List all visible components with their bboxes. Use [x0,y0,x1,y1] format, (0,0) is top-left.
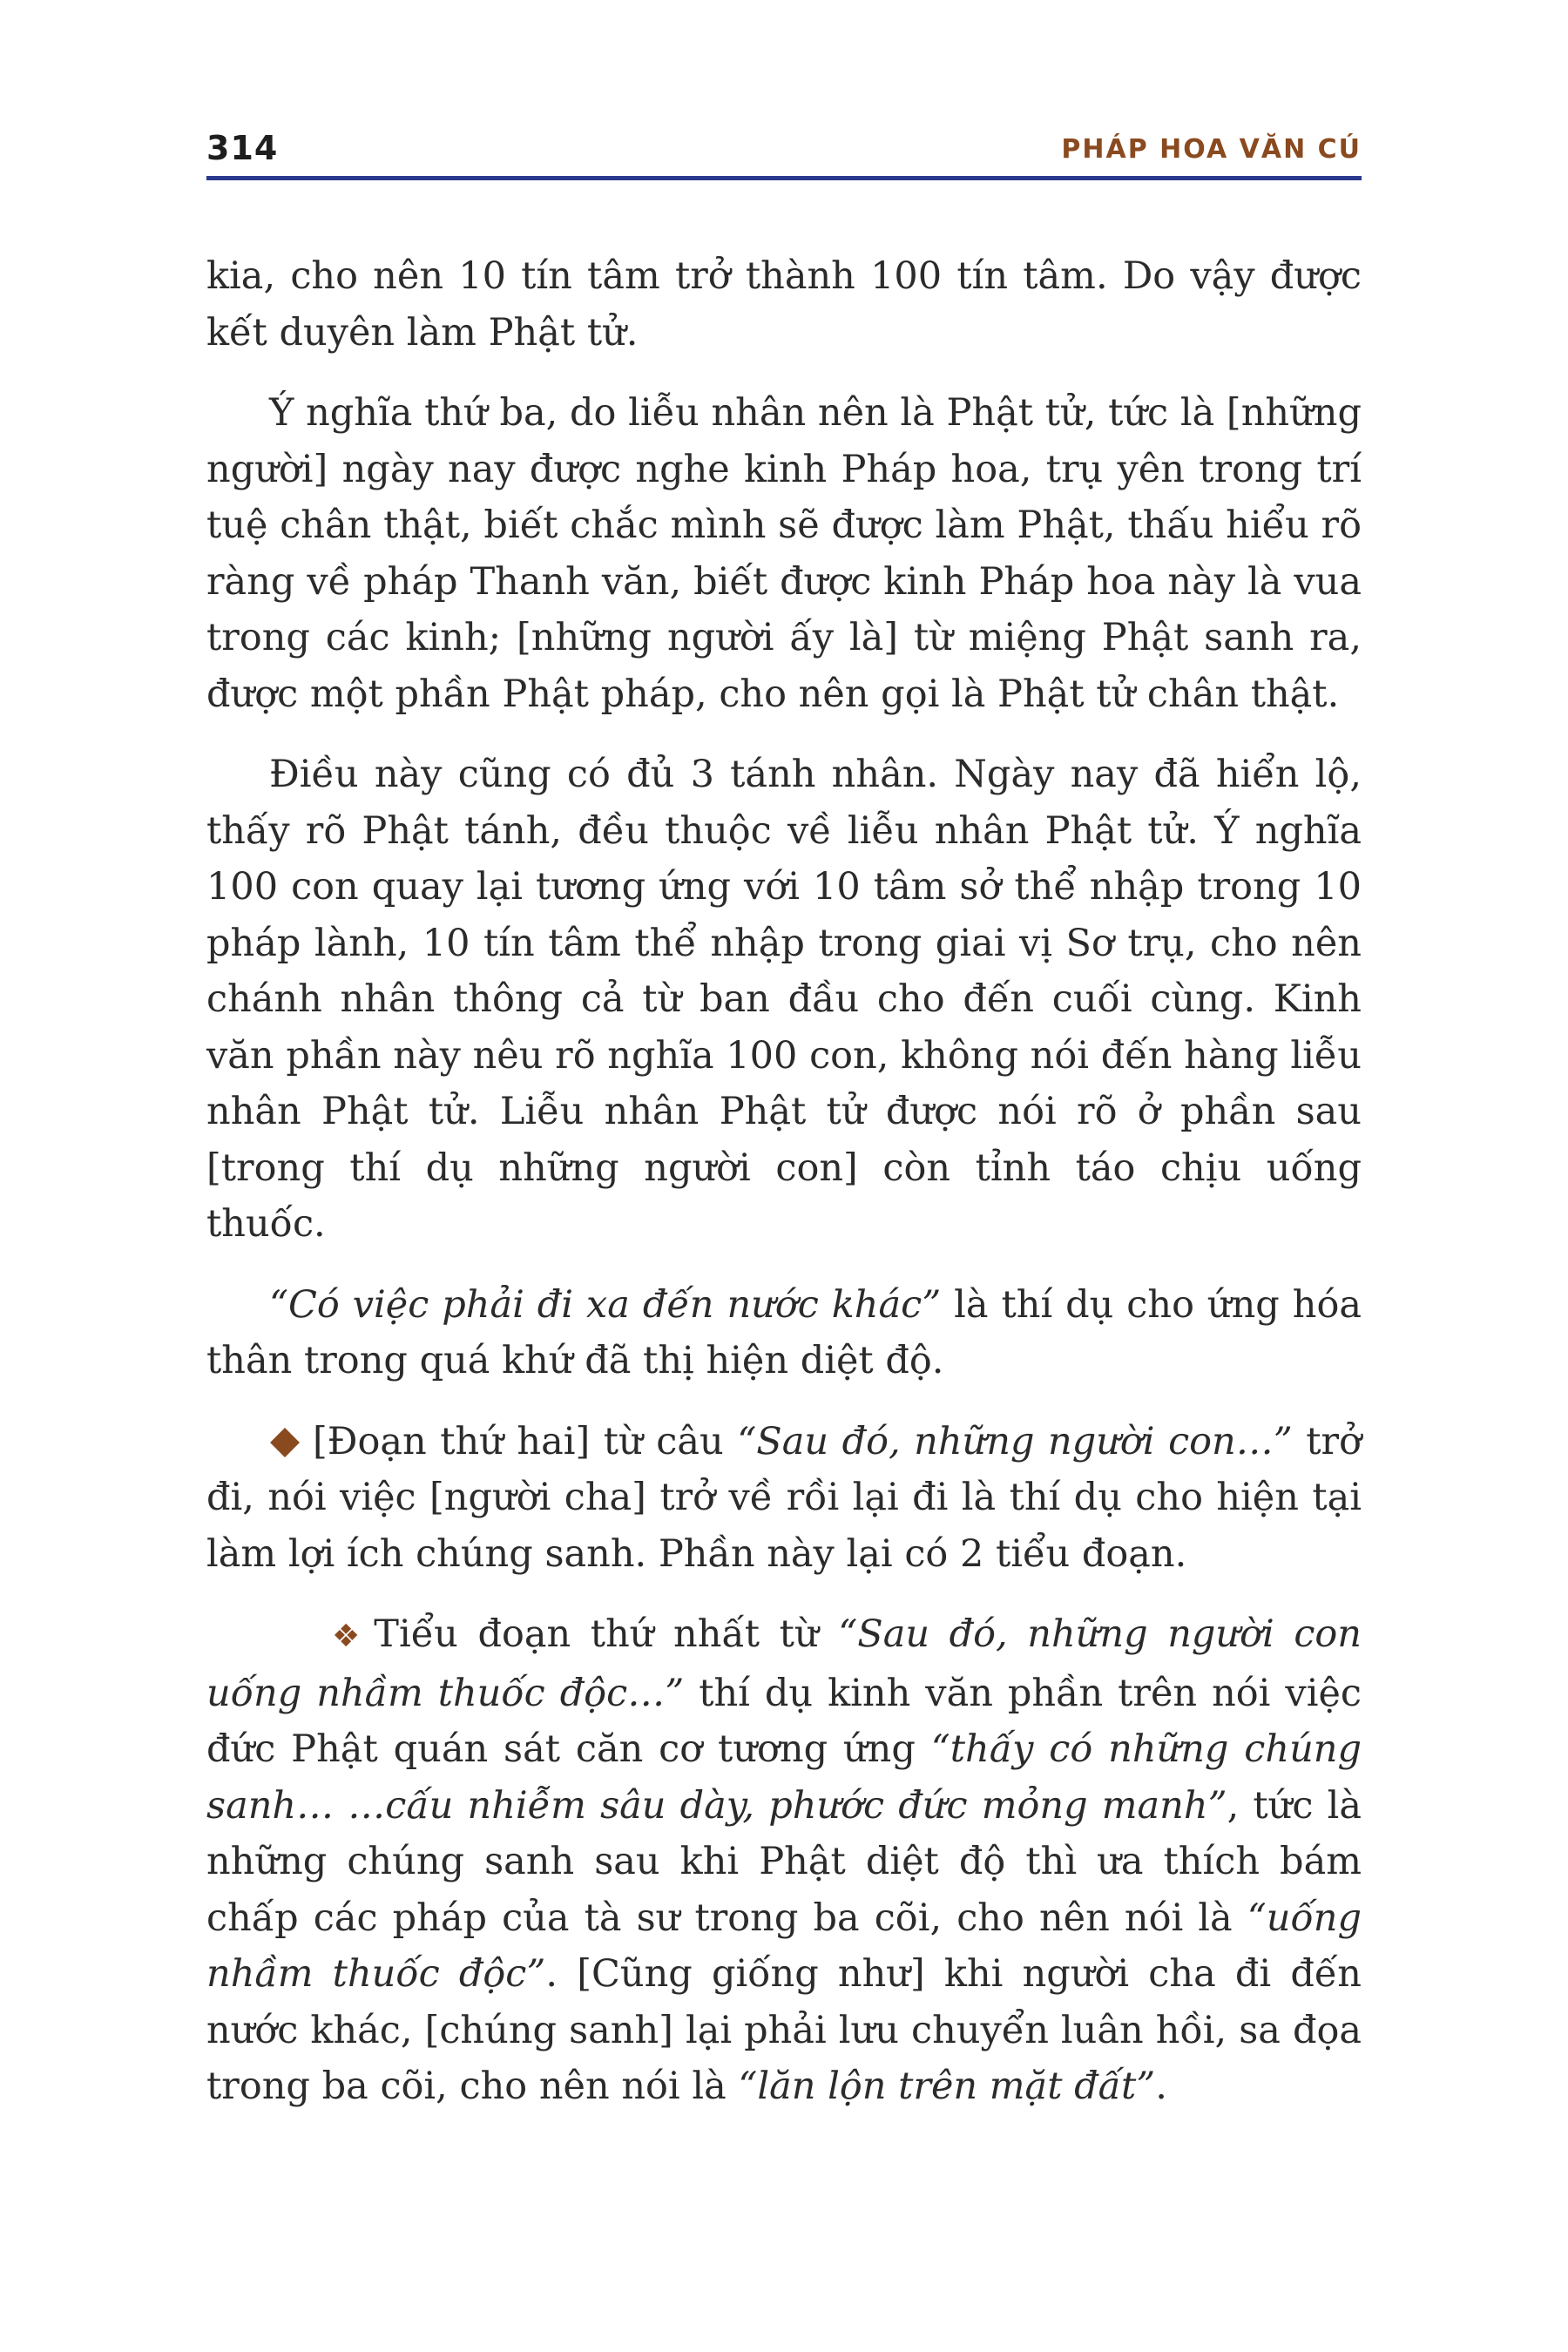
quote: “lăn lộn trên mặt đất” [738,2065,1156,2108]
running-title: PHÁP HOA VĂN CÚ [1061,134,1362,165]
paragraph-2: Ý nghĩa thứ ba, do liễu nhân nên là Phật tử, tức là [những người] ngày nay được nghe kinh Pháp hoa, trụ yên trong trí tuệ chân thật, biết chắc mình sẽ được làm Phật, thấu hiểu rõ ràng về pháp Thanh văn, biết được kinh Pháp hoa này là vua trong các kinh; [những người ấy là] từ miệng Phật sanh ra, được một phần Phật pháp, cho nên gọi là Phật tử chân thật. [206,391,1362,716]
paragraph-6 [206,1606,1362,2115]
four-petal-bullet-icon: ❖ [332,1619,361,1654]
page-body [206,248,1362,2139]
paragraph-3: Điều này cũng có đủ 3 tánh nhân. Ngày nay đã hiển lộ, thấy rõ Phật tánh, đều thuộc về liễu nhân Phật tử. Ý nghĩa 100 con quay lại tương ứng với 10 tâm sở thể nhập trong 10 pháp lành, 10 tín tâm thể nhập trong giai vị Sơ trụ, cho nên chánh nhân thông cả từ ban đầu cho đến cuối cùng. Kinh văn phần này nêu rõ nghĩa 100 con, không nói đến hàng liễu nhân Phật tử. Liễu nhân Phật tử được nói rõ ở phần sau [trong thí dụ những người con] còn tỉnh táo chịu uống thuốc. [206,753,1362,1246]
quote: “thấy có những chúng sanh… …cấu nhiễm sâu dày, phước đức mỏng manh” [206,1727,1362,1828]
paragraph-text: Tiểu đoạn thứ nhất từ [374,1612,839,1656]
paragraph-5 [206,1414,1362,1583]
page-header [206,122,1362,180]
quote: “uống nhầm thuốc độc” [206,1896,1362,1996]
paragraph-1: kia, cho nên 10 tín tâm trở thành 100 tín tâm. Do vậy được kết duyên làm Phật tử. [206,254,1362,355]
paragraph-text: , tức là những chúng sanh sau khi Phật diệt độ thì ưa thích bám chấp các pháp của tà sư trong ba cõi, cho nên nói là [206,1783,1362,1940]
quote: “Có việc phải đi xa đến nước khác” [269,1282,942,1327]
paragraph-text: [Đoạn thứ hai] từ câu [313,1419,738,1463]
paragraph-4 [206,1277,1362,1389]
paragraph-text: là thí dụ cho ứng hóa thân trong quá khứ đã thị hiện diệt độ. [206,1282,1362,1382]
paragraph-text: . [Cũng giống như] khi người cha đi đến nước khác, [chúng sanh] lại phải lưu chuyển luân hồi, sa đọa trong ba cõi, cho nên nói là [206,1952,1362,2108]
quote: “Sau đó, những người con…” [737,1419,1293,1463]
paragraph-text: trở đi, nói việc [người cha] trở về rồi lại đi là thí dụ cho hiện tại làm lợi ích chúng sanh. Phần này lại có 2 tiểu đoạn. [206,1419,1362,1576]
diamond-bullet-icon [270,1428,300,1457]
page-number: 314 [206,129,279,167]
quote: “Sau đó, những người con uống nhầm thuốc độc…” [206,1612,1362,1715]
paragraph-text: . [1155,2065,1167,2108]
paragraph-text: thí dụ kinh văn phần trên nói việc đức Phật quán sát căn cơ tương ứng [206,1671,1362,1771]
